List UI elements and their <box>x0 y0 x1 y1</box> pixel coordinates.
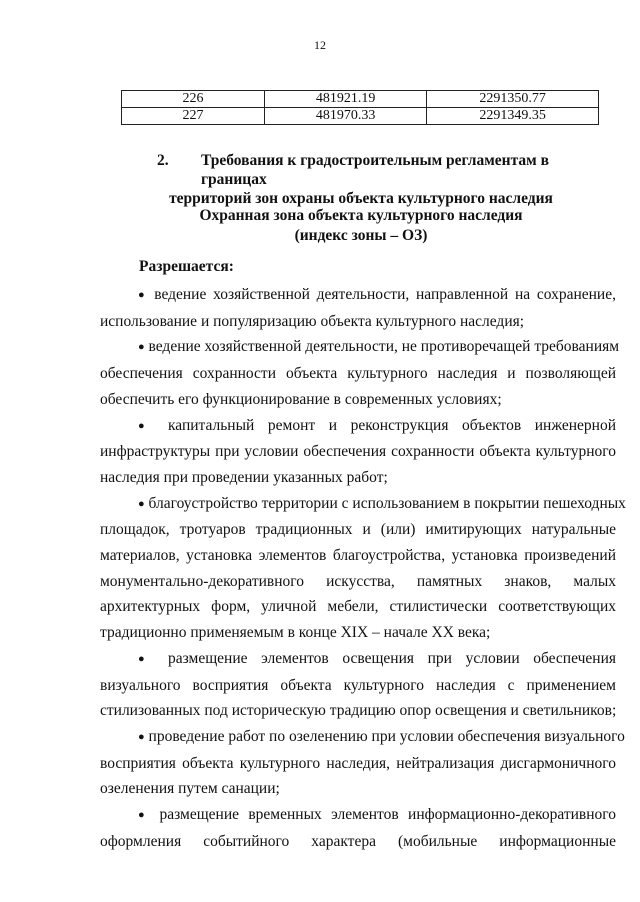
section-heading <box>121 151 601 208</box>
paragraph-line <box>100 724 625 751</box>
line-text: размещение элементов освещения при условии обеспечения <box>168 649 616 667</box>
bullet-icon: ● <box>138 497 145 510</box>
bullet-icon: ● <box>138 730 145 743</box>
line-text: проведение работ по озеленению при условии обеспечения визуального <box>148 727 625 745</box>
paragraph-line: оформления событийного характера (мобильные информационные <box>100 832 616 850</box>
paragraph-line: наследия при проведении указанных работ; <box>100 468 388 486</box>
paragraph-line <box>100 413 616 440</box>
line-text: ведение хозяйственной деятельности, направленной на сохранение, <box>154 286 616 303</box>
paragraph-line: обеспечить его функционирование в современных условиях; <box>100 390 502 408</box>
table-row <box>122 91 599 108</box>
paragraph-line: восприятия объекта культурного наследия, нейтрализация дисгармоничного <box>100 754 616 772</box>
bullet-icon: ● <box>138 289 148 301</box>
paragraph-line: площадок, тротуаров традиционных и (или) имитирующих натуральные <box>100 521 616 539</box>
paragraph-line <box>100 491 626 518</box>
allowed-label: Разрешается: <box>139 258 234 275</box>
paragraph-line: озеленения путем санации; <box>100 780 280 798</box>
table-cell-y: 2291349.35 <box>427 108 599 125</box>
list-item <box>100 491 626 646</box>
body-text <box>100 282 626 854</box>
list-item <box>100 802 616 854</box>
paragraph-line <box>100 334 620 361</box>
paragraph-line: обеспечения сохранности объекта культурного наследия и позволяющей <box>100 365 616 383</box>
bullet-icon: ● <box>138 341 145 354</box>
page-number: 12 <box>314 38 326 52</box>
paragraph-line: стилизованных под историческую традицию опор освещения и светильников; <box>100 702 617 720</box>
list-item <box>100 646 616 724</box>
paragraph-line: использование и популяризацию объекта культурного наследия; <box>100 312 525 330</box>
section-title-line-1: Требования к градостроительным регламентам в границах <box>201 152 549 188</box>
paragraph-line: инфраструктуры при условии обеспечения сохранности объекта культурного <box>100 443 616 461</box>
zone-title <box>121 206 601 246</box>
paragraph-line: визуального восприятия объекта культурного наследия с применением <box>100 676 616 694</box>
section-number: 2. <box>157 152 169 169</box>
list-item <box>100 413 616 491</box>
paragraph-line: материалов, установка элементов благоустройства, установка произведений <box>100 547 616 565</box>
coordinates-table <box>121 90 599 125</box>
paragraph-line: монументально-декоративного искусства, памятных знаков, малых <box>100 572 616 590</box>
line-text: благоустройство территории с использованием в покрытии пешеходных <box>148 494 626 512</box>
table-cell-x: 481921.19 <box>265 91 427 108</box>
line-text: ведение хозяйственной деятельности, не противоречащей требованиям <box>148 338 620 356</box>
table-cell-point: 227 <box>122 108 265 125</box>
line-text: размещение временных элементов информационно-декоративного <box>159 806 617 824</box>
list-item <box>100 282 616 334</box>
table-row <box>122 108 599 125</box>
paragraph-line: архитектурных форм, уличной мебели, стилистически соответствующих <box>100 598 616 616</box>
table-cell-x: 481970.33 <box>265 108 427 125</box>
list-item <box>100 334 620 412</box>
table-cell-point: 226 <box>122 91 265 108</box>
paragraph-line: традиционно применяемым в конце XIX – начале XX века; <box>100 624 491 642</box>
bullet-icon: ● <box>138 652 155 665</box>
section-title-line-2: территорий зон охраны объекта культурного наследия <box>169 190 553 207</box>
list-item <box>100 724 625 802</box>
zone-index: (индекс зоны – ОЗ) <box>294 227 428 244</box>
bullet-icon: ● <box>138 809 151 822</box>
table-cell-y: 2291350.77 <box>427 91 599 108</box>
bullet-icon: ● <box>138 419 155 432</box>
zone-title-line: Охранная зона объекта культурного наследия <box>199 207 523 224</box>
line-text: капитальный ремонт и реконструкция объектов инженерной <box>167 416 616 434</box>
paragraph-line <box>100 646 616 673</box>
paragraph-line <box>100 802 616 829</box>
paragraph-line <box>100 282 616 309</box>
